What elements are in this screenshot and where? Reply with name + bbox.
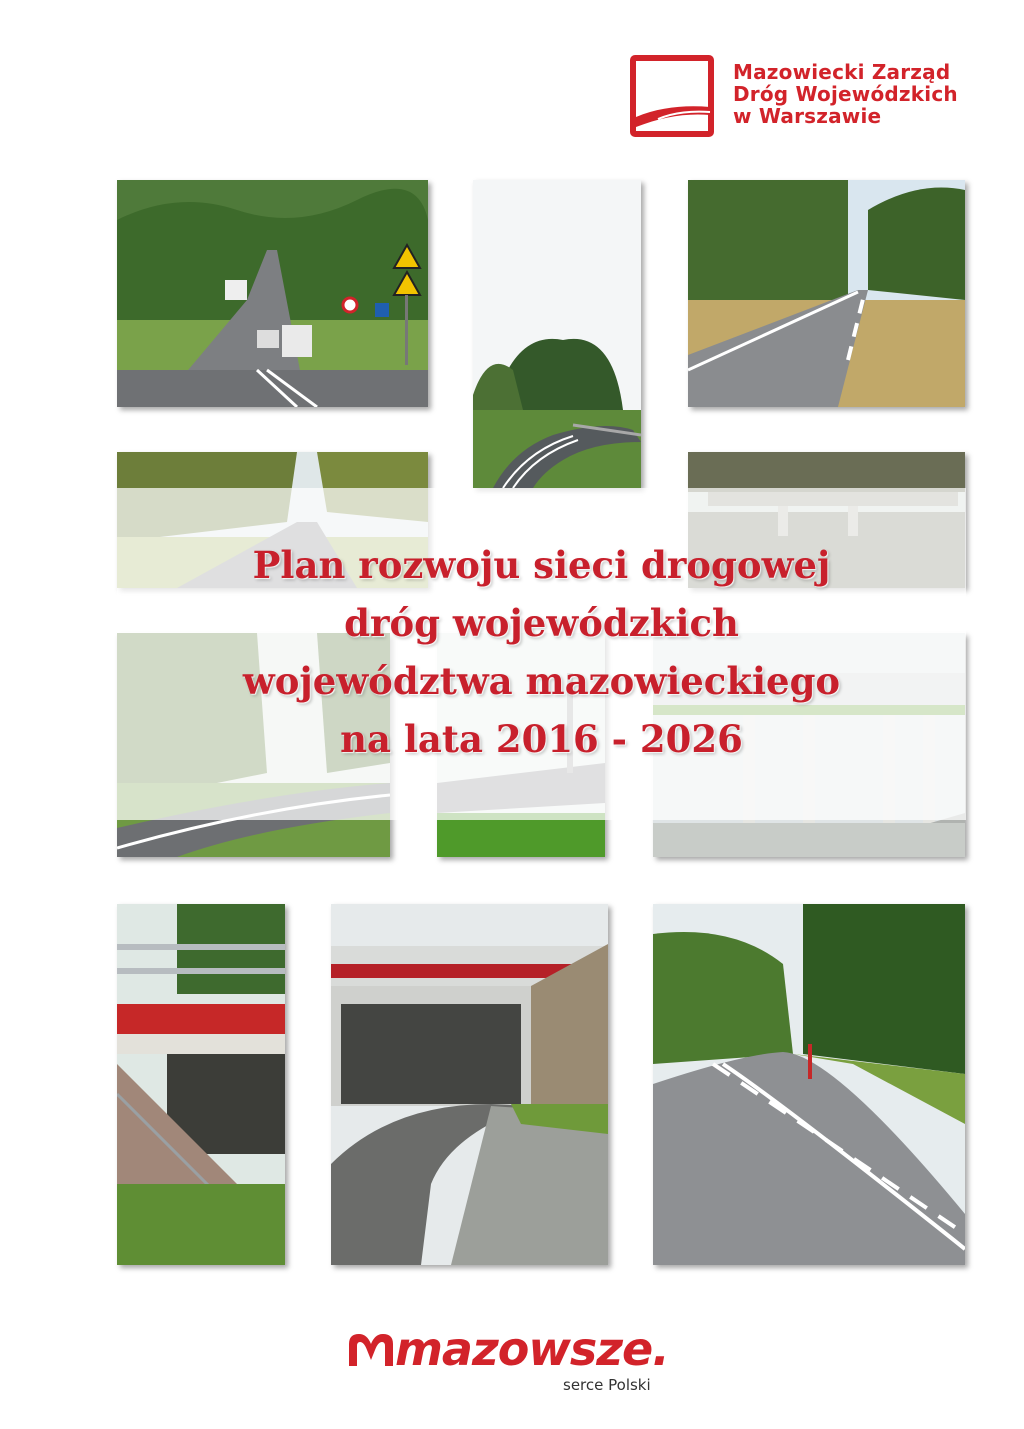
title-line-1: Plan rozwoju sieci drogowej: [252, 543, 831, 587]
publisher-logo: [630, 55, 990, 140]
title-line-4: na lata 2016 - 2026: [340, 717, 743, 761]
photo-underpass-with-paved-path: [331, 904, 608, 1265]
mazowsze-wordmark: mazowsze.: [395, 1322, 669, 1376]
publisher-name: [733, 61, 958, 127]
document-title: [117, 536, 966, 768]
mazowsze-tagline: serce Polski: [563, 1376, 651, 1394]
photo-curved-road-with-dashed-markings: [653, 904, 965, 1265]
photo-straight-road-through-forest: [688, 180, 965, 407]
mazowsze-logo: [345, 1320, 675, 1410]
publisher-line-1: Mazowiecki Zarząd: [733, 60, 951, 84]
photo-road-with-traffic-signs: [117, 180, 428, 407]
photo-curved-road-by-lake: [473, 180, 641, 488]
mzdw-logo-icon: [630, 55, 714, 137]
title-line-2: dróg wojewódzkich: [344, 601, 739, 645]
title-line-3: województwa mazowieckiego: [242, 659, 841, 703]
publisher-line-3: w Warszawie: [733, 104, 882, 128]
publisher-line-2: Dróg Wojewódzkich: [733, 82, 958, 106]
heart-icon: [345, 1330, 397, 1372]
photo-bridge-with-stone-embankment: [117, 904, 285, 1265]
